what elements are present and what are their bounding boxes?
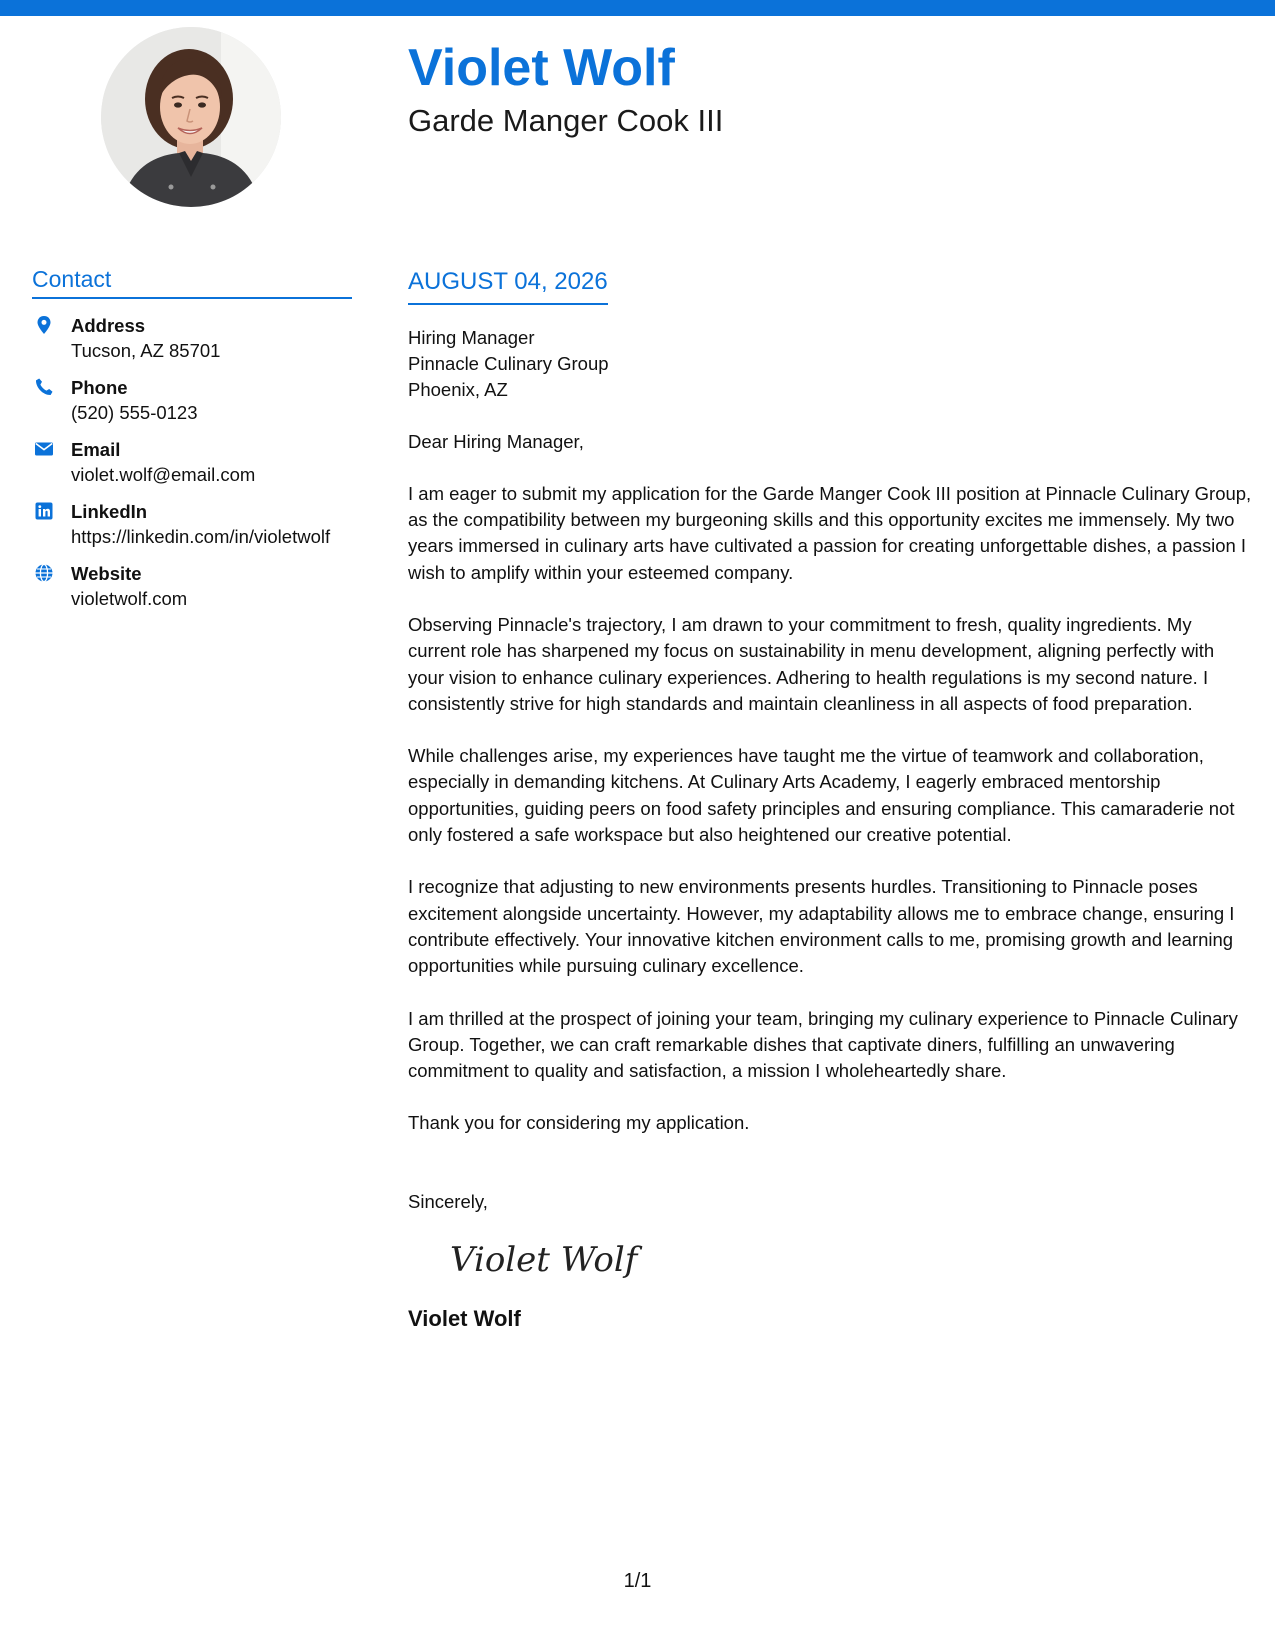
signed-name: Violet Wolf (408, 1305, 521, 1331)
phone-value: (520) 555-0123 (71, 401, 198, 423)
phone-icon (34, 377, 54, 397)
recipient-line: Pinnacle Culinary Group (408, 352, 609, 374)
contact-label: Website (71, 562, 142, 584)
map-pin-icon (34, 315, 54, 335)
body-paragraph: Observing Pinnacle's trajectory, I am drawn to your commitment to fresh, quality ingredients. My current role has sharpened my focus on sustainability in menu development, aligning perfectly with your vision to enhance culinary experiences. Adhering to health regulations is my second nature. I consistently strive for high standards and maintain cleanliness in all aspects of food preparation. (408, 613, 1215, 714)
applicant-name: Violet Wolf (408, 39, 675, 97)
profile-photo (101, 27, 281, 207)
cover-letter (408, 268, 1253, 1333)
top-accent-bar (0, 0, 1275, 16)
page-number: 1/1 (623, 1570, 652, 1592)
body-paragraph: Thank you for considering my application. (408, 1112, 750, 1134)
body-paragraph: I recognize that adjusting to new environments presents hurdles. Transitioning to Pinnacle poses excitement alongside uncertainty. However, my adaptability allows me to embrace change, ensuring I contribute effectively. Your innovative kitchen environment calls to me, promising growth and learning opportunities while pursuing culinary excellence. (408, 876, 1235, 977)
body-paragraph: While challenges arise, my experiences have taught me the virtue of teamwork and collaboration, especially in demanding kitchens. At Culinary Arts Academy, I eagerly embraced mentorship opportunities, guiding peers on food safety principles and ensuring compliance. This camaraderie not only fostered a safe workspace but also heightened our creative potential. (408, 745, 1235, 846)
contact-label: Address (71, 314, 146, 336)
recipient-block (408, 325, 1253, 403)
website-value[interactable]: violetwolf.com (71, 587, 188, 609)
body-paragraph: I am eager to submit my application for the Garde Manger Cook III position at Pinnacle Culinary Group, as the compatibility between my burgeoning skills and this opportunity excites me immensely. My two years immersed in culinary arts have cultivated a passion for creating unforgettable dishes, a passion I wish to amplify within your esteemed company. (408, 482, 1252, 583)
globe-icon (34, 563, 54, 583)
contact-heading: Contact (32, 266, 352, 299)
recipient-line: Phoenix, AZ (408, 378, 508, 400)
linkedin-icon (34, 501, 54, 521)
contact-sidebar (32, 266, 352, 623)
avatar (101, 27, 281, 207)
body-paragraph: I am thrilled at the prospect of joining your team, bringing my culinary experience to Pinnacle Culinary Group. Together, we can craft remarkable dishes that captivate diners, fulfilling an unwavering commitment to quality and satisfaction, a mission I wholeheartedly share. (408, 1007, 1238, 1082)
contact-item-email (32, 437, 352, 487)
salutation: Dear Hiring Manager, (408, 430, 584, 452)
contact-label: LinkedIn (71, 500, 148, 522)
job-title: Garde Manger Cook III (408, 103, 724, 138)
contact-item-address (32, 313, 352, 363)
linkedin-value[interactable]: https://linkedin.com/in/violetwolf (71, 525, 331, 547)
signature-text: Violet Wolf (450, 1239, 638, 1280)
contact-label: Email (71, 438, 121, 460)
contact-label: Phone (71, 376, 128, 398)
envelope-icon (34, 439, 54, 459)
signature-image (446, 1233, 646, 1287)
address-value: Tucson, AZ 85701 (71, 339, 221, 361)
contact-item-phone (32, 375, 352, 425)
handwritten-signature (446, 1233, 1253, 1287)
contact-item-linkedin (32, 499, 352, 549)
closing: Sincerely, (408, 1190, 488, 1212)
contact-item-website (32, 561, 352, 611)
recipient-line: Hiring Manager (408, 326, 535, 348)
letter-date: AUGUST 04, 2026 (408, 268, 608, 305)
email-value[interactable]: violet.wolf@email.com (71, 463, 256, 485)
